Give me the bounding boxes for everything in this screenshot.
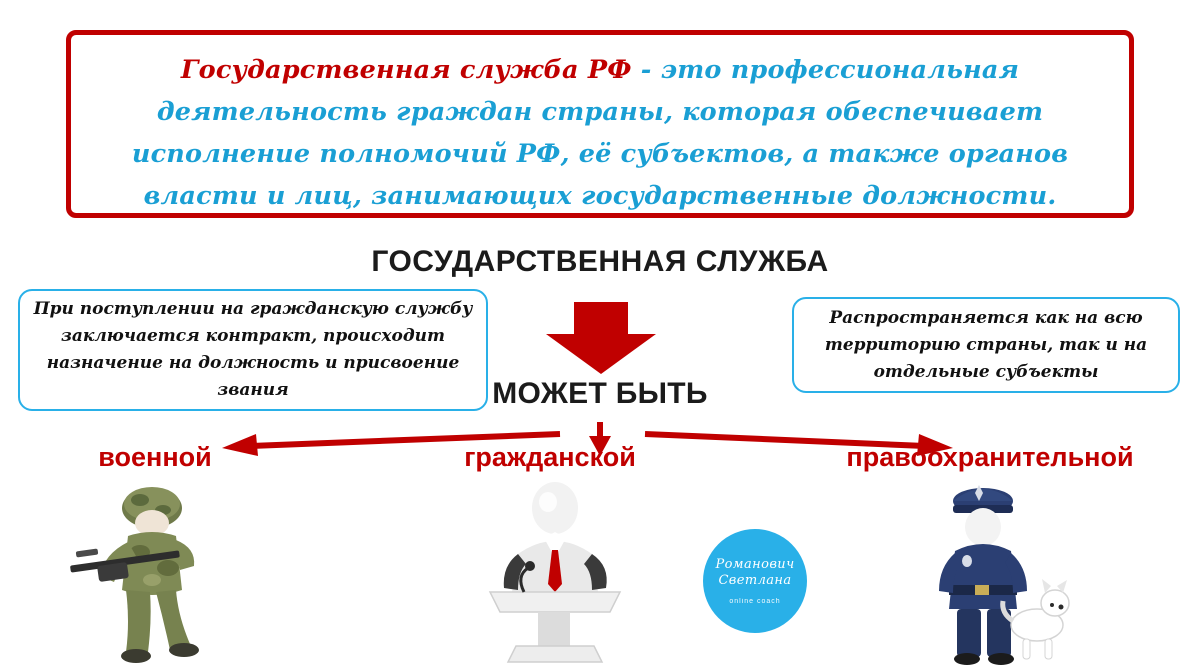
branch-label-civil: гражданской — [464, 442, 636, 472]
down-arrow-icon — [546, 302, 656, 374]
definition-text — [71, 49, 1129, 217]
branch-label-military: военной — [98, 442, 212, 472]
definition-body: - это профессиональная деятельность граждан страны, которая обеспечивает исполнение полномочий РФ, её субъектов, а также органов власти и лиц, занимающих государственные должности. — [131, 55, 1069, 211]
civil-servant-figure — [460, 480, 650, 665]
may-be-label: МОЖЕТ БЫТЬ — [492, 377, 708, 410]
definition-term: Государственная служба РФ — [180, 55, 632, 85]
definition-box — [66, 30, 1134, 218]
note-box-left — [18, 289, 488, 411]
note-left-text: При поступлении на гражданскую службу заключается контракт, происходит назначение на должность и присвоение звания — [33, 299, 473, 400]
policeman-with-dog-figure — [905, 475, 1090, 665]
page-title: ГОСУДАРСТВЕННАЯ СЛУЖБА — [371, 245, 829, 278]
watermark-badge — [703, 529, 807, 633]
note-right-text: Распространяется как на всю территорию страны, так и на отдельные субъекты — [824, 307, 1148, 382]
soldier-figure — [60, 480, 250, 665]
branch-label-law: правоохранительной — [846, 442, 1134, 472]
watermark-line-2: Светлана — [718, 573, 792, 588]
watermark-line-1: Романович — [715, 557, 795, 572]
watermark-line-3: online coach — [729, 598, 781, 605]
note-box-right — [792, 297, 1180, 393]
